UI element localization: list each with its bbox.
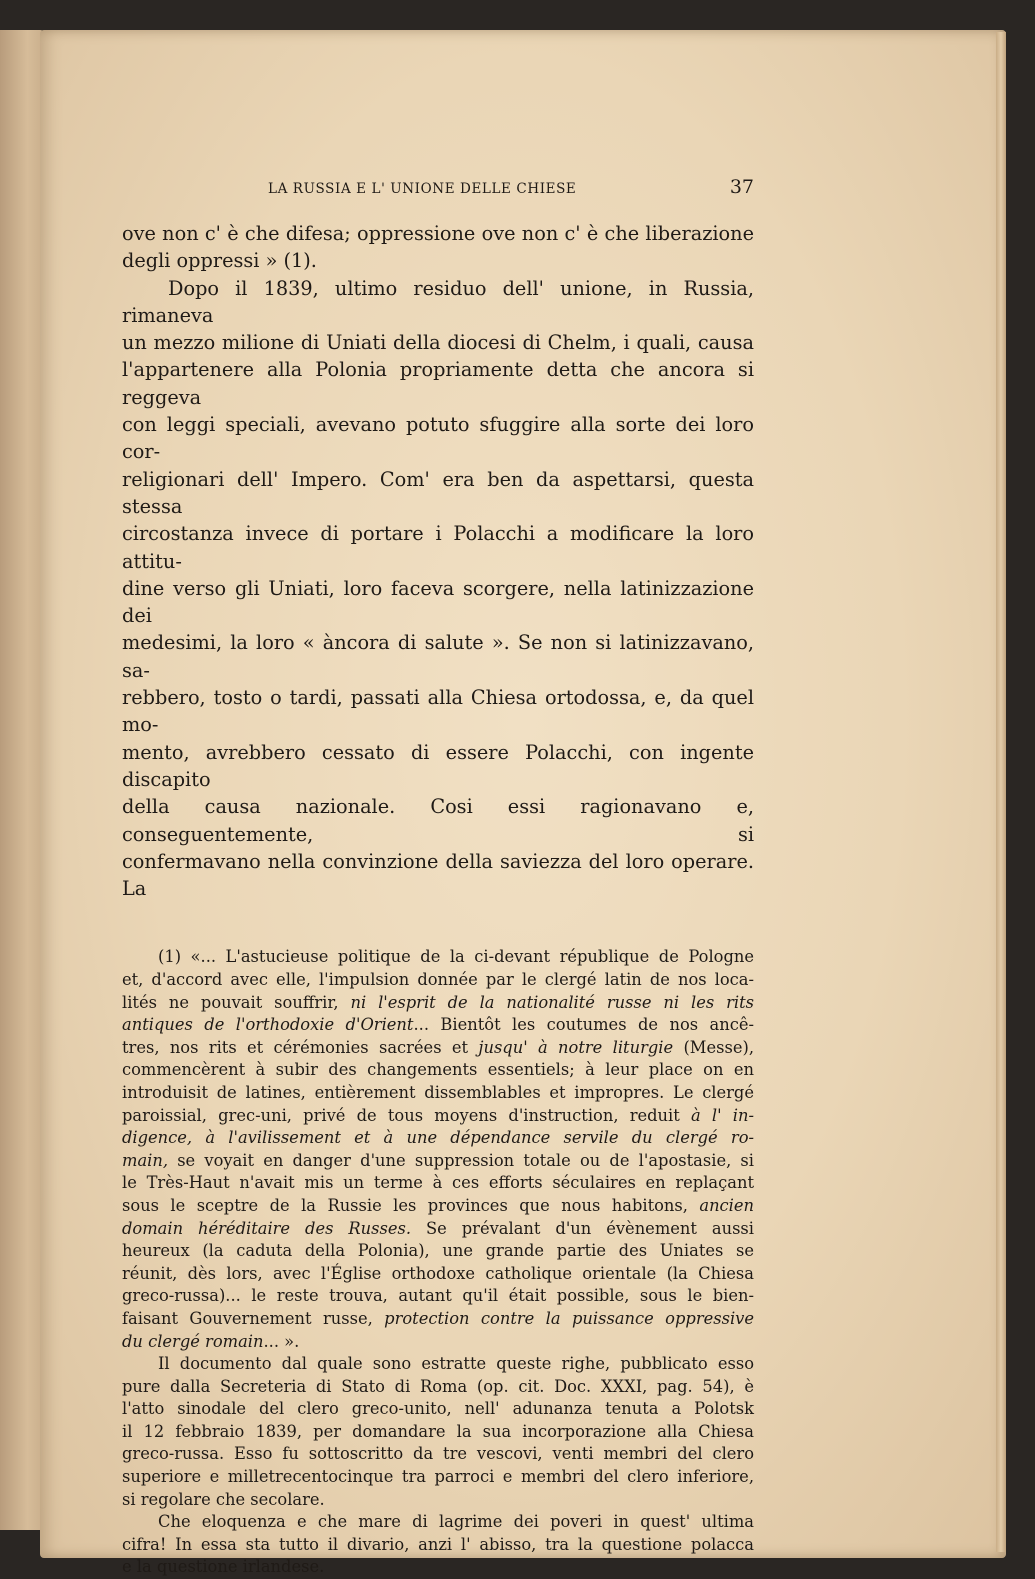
text-line: con leggi speciali, avevano potuto sfuggire alla sorte dei loro cor- [122,413,754,464]
note-line: e la questione irlandese. [122,1557,325,1577]
note-line: il 12 febbraio 1839, per domandare la sua incorporazione alla Chiesa [122,1421,754,1441]
note-line: sous le sceptre de la Russie les provinces que nous habitons, ancien [122,1195,754,1215]
note-line: Il documento dal quale sono estratte queste righe, pubblicato esso [158,1354,754,1374]
running-title: LA RUSSIA E L' UNIONE DELLE CHIESE [268,181,577,197]
page-stack-edge [996,32,1006,1552]
note-line: greco-russa)... le reste trouva, autant qu'il était possible, sous le bien- [122,1286,754,1306]
note-line: heureux (la caduta della Polonia), une grande partie des Uniates se [122,1241,754,1261]
note-line: domain héréditaire des Russes. Se prévalant d'un évènement aussi [122,1218,754,1238]
page-number: 37 [729,176,754,198]
note-line: digence, à l'avilissement et à une dépendance servile du clergé ro- [122,1128,754,1148]
note-line: main, se voyait en danger d'une suppression totale ou de l'apostasie, si [122,1150,754,1170]
text-line: Dopo il 1839, ultimo residuo dell' unione, in Russia, rimaneva [122,276,754,327]
note-line: Che eloquenza e che mare di lagrime dei poveri in quest' ultima [158,1512,754,1532]
note-line: du clergé romain... ». [122,1331,300,1351]
text-line: l'appartenere alla Polonia propriamente detta che ancora si reggeva [122,358,754,409]
text-line: ove non c' è che difesa; oppressione ove non c' è che liberazione [122,222,754,245]
text-line: circostanza invece di portare i Polacchi a modificare la loro attitu- [122,522,754,573]
text-line: un mezzo milione di Uniati della diocesi di Chelm, i quali, causa [122,331,754,355]
note-line: pure dalla Secreteria di Stato di Roma (op. cit. Doc. XXXI, pag. 54), è [122,1376,754,1396]
note-line: paroissial, grec-uni, privé de tous moyens d'instruction, reduit à l' in- [122,1105,755,1125]
note-line: faisant Gouvernement russe, protection contre la puissance oppressive [122,1308,754,1328]
text-line: confermavano nella convinzione della saviezza del loro operare. La [122,849,754,901]
page-header [122,176,754,206]
note-line: greco-russa. Esso fu sottoscritto da tre vescovi, venti membri del clero [122,1444,754,1464]
note-line: et, d'accord avec elle, l'impulsion donnée par le clergé latin de nos loca- [122,970,754,990]
text-line: della causa nazionale. Cosi essi ragionavano e, conseguentemente, si [122,795,754,846]
text-line: degli oppressi » (1). [122,249,317,273]
text-line: dine verso gli Uniati, loro faceva scorgere, nella latinizzazione dei [122,576,754,628]
note-line: l'atto sinodale del clero greco-unito, nell' adunanza tenuta a Polotsk [122,1399,754,1419]
note-line: tres, nos rits et cérémonies sacrées et jusqu' à notre liturgie (Messe), [122,1037,754,1057]
note-line: cifra! In essa sta tutto il divario, anzi l' abisso, tra la questione polacca [122,1534,754,1554]
note-line: le Très-Haut n'avait mis un terme à ces efforts séculaires en replaçant [122,1173,754,1193]
note-line: introduisit de latines, entièrement dissemblables et impropres. Le clergé [122,1082,754,1102]
note-line: réunit, dès lors, avec l'Église orthodoxe catholique orientale (la Chiesa [122,1263,754,1283]
note-line: lités ne pouvait souffrir, ni l'esprit de la nationalité russe ni les rits [122,992,754,1012]
note-line: (1) «... L'astucieuse politique de la ci-devant république de Pologne [158,947,754,967]
page-content [122,176,754,1579]
footnote [122,946,754,1579]
text-line: medesimi, la loro « àncora di salute ». Se non si latinizzavano, sa- [122,631,754,682]
text-line: mento, avrebbero cessato di essere Polacchi, con ingente discapito [122,740,754,791]
note-line: si regolare che secolare. [122,1489,325,1509]
text-line: rebbero, tosto o tardi, passati alla Chiesa ortodossa, e, da quel mo- [122,686,754,737]
note-line: antiques de l'orthodoxie d'Orient... Bientôt les coutumes de nos ancê- [122,1015,755,1035]
main-text [122,220,754,902]
note-line: superiore e milletrecentocinque tra parroci e membri del clero inferiore, [122,1467,754,1487]
note-line: commencèrent à subir des changements essentiels; à leur place on en [122,1060,754,1080]
text-line: religionari dell' Impero. Com' era ben da aspettarsi, questa stessa [122,467,754,518]
